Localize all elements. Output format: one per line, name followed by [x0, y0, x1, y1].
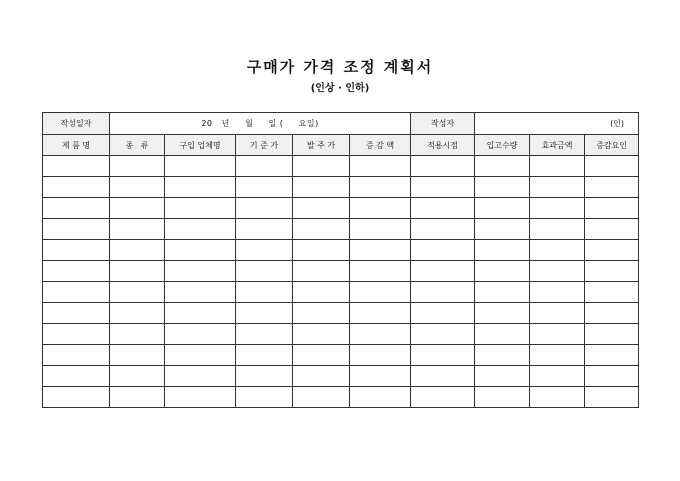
table-cell[interactable] — [411, 219, 475, 240]
table-cell[interactable] — [110, 156, 165, 177]
table-cell[interactable] — [411, 198, 475, 219]
table-cell[interactable] — [293, 261, 350, 282]
table-cell[interactable] — [110, 387, 165, 408]
table-cell[interactable] — [236, 156, 293, 177]
table-cell[interactable] — [475, 219, 530, 240]
table-row — [43, 156, 639, 177]
table-cell[interactable] — [43, 156, 110, 177]
table-cell[interactable] — [110, 303, 165, 324]
table-cell[interactable] — [293, 177, 350, 198]
table-row — [43, 282, 639, 303]
table-cell[interactable] — [165, 198, 236, 219]
table-cell[interactable] — [350, 261, 411, 282]
table-cell[interactable] — [411, 303, 475, 324]
table-cell[interactable] — [530, 156, 585, 177]
table-cell[interactable] — [110, 219, 165, 240]
table-cell[interactable] — [350, 366, 411, 387]
table-cell[interactable] — [293, 198, 350, 219]
table-cell[interactable] — [110, 366, 165, 387]
table-cell[interactable] — [293, 156, 350, 177]
table-cell[interactable] — [585, 261, 639, 282]
table-cell[interactable] — [585, 345, 639, 366]
table-cell[interactable] — [43, 303, 110, 324]
table-cell[interactable] — [43, 198, 110, 219]
table-cell[interactable] — [165, 261, 236, 282]
table-cell[interactable] — [411, 324, 475, 345]
table-cell[interactable] — [585, 156, 639, 177]
table-cell[interactable] — [585, 219, 639, 240]
table-cell[interactable] — [530, 303, 585, 324]
table-row — [43, 198, 639, 219]
table-cell[interactable] — [530, 198, 585, 219]
table-cell[interactable] — [350, 345, 411, 366]
table-cell[interactable] — [293, 324, 350, 345]
table-cell[interactable] — [350, 387, 411, 408]
table-cell[interactable] — [236, 240, 293, 261]
table-cell[interactable] — [475, 156, 530, 177]
table-cell[interactable] — [585, 387, 639, 408]
table-cell[interactable] — [475, 261, 530, 282]
document-title: 구매가 가격 조정 계획서 — [246, 58, 434, 76]
author-field[interactable]: (인) — [475, 113, 639, 135]
table-cell[interactable] — [585, 198, 639, 219]
col-apply-date-header: 적용시점 — [411, 135, 475, 156]
table-cell[interactable] — [165, 240, 236, 261]
table-cell[interactable] — [110, 198, 165, 219]
table-cell[interactable] — [110, 324, 165, 345]
table-cell[interactable] — [165, 282, 236, 303]
table-cell[interactable] — [293, 219, 350, 240]
table-cell[interactable] — [350, 282, 411, 303]
col-order-price-header: 발 주 가 — [293, 135, 350, 156]
table-cell[interactable] — [43, 261, 110, 282]
info-row — [43, 113, 639, 135]
table-cell[interactable] — [43, 282, 110, 303]
table-cell[interactable] — [475, 282, 530, 303]
column-header-row — [43, 135, 639, 156]
table-cell[interactable] — [236, 366, 293, 387]
table-cell[interactable] — [43, 219, 110, 240]
author-label: 작성자 — [411, 113, 475, 135]
table-cell[interactable] — [530, 177, 585, 198]
table-row — [43, 303, 639, 324]
date-field[interactable]: 20 년 월 일 ( 요일) — [110, 113, 411, 135]
table-cell[interactable] — [293, 240, 350, 261]
table-cell[interactable] — [530, 219, 585, 240]
col-product-name-header: 제 품 명 — [43, 135, 110, 156]
table-cell[interactable] — [293, 387, 350, 408]
table-cell[interactable] — [475, 324, 530, 345]
table-cell[interactable] — [411, 282, 475, 303]
table-cell[interactable] — [110, 282, 165, 303]
table-cell[interactable] — [530, 345, 585, 366]
table-cell[interactable] — [475, 387, 530, 408]
table-cell[interactable] — [43, 240, 110, 261]
table-cell[interactable] — [165, 345, 236, 366]
table-cell[interactable] — [585, 177, 639, 198]
col-change-amount-header: 증 감 액 — [350, 135, 411, 156]
table-cell[interactable] — [236, 345, 293, 366]
table-cell[interactable] — [43, 345, 110, 366]
table-cell[interactable] — [585, 366, 639, 387]
table-cell[interactable] — [350, 177, 411, 198]
table-cell[interactable] — [585, 303, 639, 324]
table-cell[interactable] — [165, 156, 236, 177]
table-cell[interactable] — [411, 366, 475, 387]
table-cell[interactable] — [293, 282, 350, 303]
table-cell[interactable] — [165, 303, 236, 324]
table-cell[interactable] — [585, 240, 639, 261]
table-cell[interactable] — [530, 261, 585, 282]
table-cell[interactable] — [293, 366, 350, 387]
table-row — [43, 261, 639, 282]
table-cell[interactable] — [411, 240, 475, 261]
col-effect-amount-header: 효과금액 — [530, 135, 585, 156]
table-cell[interactable] — [585, 282, 639, 303]
table-cell[interactable] — [350, 324, 411, 345]
table-cell[interactable] — [236, 387, 293, 408]
table-cell[interactable] — [110, 240, 165, 261]
table-cell[interactable] — [350, 198, 411, 219]
table-cell[interactable] — [293, 303, 350, 324]
table-cell[interactable] — [411, 156, 475, 177]
table-cell[interactable] — [530, 366, 585, 387]
table-row — [43, 366, 639, 387]
table-cell[interactable] — [411, 177, 475, 198]
table-cell[interactable] — [350, 303, 411, 324]
table-cell[interactable] — [411, 261, 475, 282]
table-cell[interactable] — [43, 324, 110, 345]
table-row — [43, 240, 639, 261]
col-change-reason-header: 증감요인 — [585, 135, 639, 156]
table-cell[interactable] — [411, 387, 475, 408]
table-row — [43, 387, 639, 408]
table-cell[interactable] — [293, 345, 350, 366]
table-cell[interactable] — [411, 345, 475, 366]
table-cell[interactable] — [236, 324, 293, 345]
table-cell[interactable] — [350, 219, 411, 240]
table-cell[interactable] — [165, 324, 236, 345]
col-received-qty-header: 입고수량 — [475, 135, 530, 156]
table-cell[interactable] — [165, 219, 236, 240]
table-cell[interactable] — [165, 366, 236, 387]
table-row — [43, 219, 639, 240]
table-cell[interactable] — [530, 324, 585, 345]
table-cell[interactable] — [530, 387, 585, 408]
table-cell[interactable] — [475, 198, 530, 219]
table-cell[interactable] — [110, 261, 165, 282]
table-cell[interactable] — [236, 219, 293, 240]
table-cell[interactable] — [165, 387, 236, 408]
table-cell[interactable] — [43, 387, 110, 408]
table-cell[interactable] — [475, 303, 530, 324]
table-cell[interactable] — [110, 177, 165, 198]
table-cell[interactable] — [585, 324, 639, 345]
table-row — [43, 324, 639, 345]
table-cell[interactable] — [530, 240, 585, 261]
col-base-price-header: 기 준 가 — [236, 135, 293, 156]
table-cell[interactable] — [236, 261, 293, 282]
table-cell[interactable] — [43, 366, 110, 387]
table-cell[interactable] — [236, 303, 293, 324]
table-cell[interactable] — [236, 282, 293, 303]
col-type-header: 종 류 — [110, 135, 165, 156]
table-cell[interactable] — [475, 177, 530, 198]
document-subtitle: (인상 · 인하) — [310, 83, 370, 94]
date-label: 작성일자 — [43, 113, 110, 135]
table-cell[interactable] — [236, 177, 293, 198]
table-cell[interactable] — [530, 282, 585, 303]
table-row — [43, 177, 639, 198]
price-adjustment-table — [42, 112, 639, 408]
table-cell[interactable] — [475, 366, 530, 387]
col-vendor-name-header: 구입 업체명 — [165, 135, 236, 156]
table-cell[interactable] — [236, 198, 293, 219]
table-cell[interactable] — [43, 177, 110, 198]
table-row — [43, 345, 639, 366]
table-cell[interactable] — [350, 240, 411, 261]
table-cell[interactable] — [110, 345, 165, 366]
table-cell[interactable] — [475, 345, 530, 366]
table-cell[interactable] — [475, 240, 530, 261]
table-cell[interactable] — [165, 177, 236, 198]
table-cell[interactable] — [350, 156, 411, 177]
